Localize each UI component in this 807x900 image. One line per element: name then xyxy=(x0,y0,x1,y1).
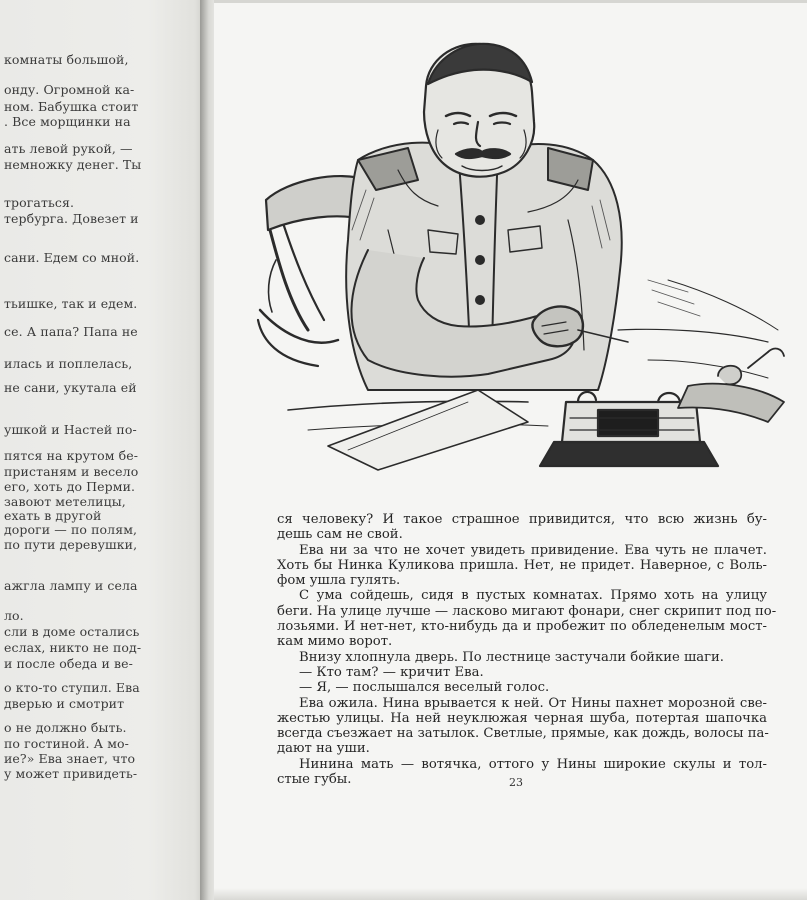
text-line: Ева ни за что не хочет увидеть привидение. Ева чуть не плачет. xyxy=(299,542,767,558)
left-page-text-line: дверью и смотрит xyxy=(4,696,125,711)
left-page-text-line: тьишке, так и едем. xyxy=(4,296,138,311)
left-page-text-line: ехать в другой xyxy=(4,508,102,523)
text-line: беги. На улице лучше — ласково мигают фонари, снег скрипит под по- xyxy=(277,603,777,619)
left-page-text-line: пристаням и весело xyxy=(4,464,139,479)
left-page-text-line: еслах, никто не под- xyxy=(4,640,142,655)
text-line: фом ушла гулять. xyxy=(277,573,401,589)
text-line: С ума сойдешь, сидя в пустых комнатах. Прямо хоть на улицу xyxy=(299,588,767,604)
left-page-text-line: тербурга. Довезет и xyxy=(4,211,139,226)
text-line: дают на уши. xyxy=(277,741,370,757)
text-line: стые губы. xyxy=(277,772,352,788)
left-page-text-line: по пути деревушки, xyxy=(4,537,138,552)
illustration-man-at-desk xyxy=(248,30,788,512)
left-page-text-line: трогаться. xyxy=(4,195,75,210)
text-line: — Кто там? — кричит Ева. xyxy=(299,664,484,680)
text-line: — Я, — послышался веселый голос. xyxy=(299,680,550,696)
left-page-text-line: и после обеда и ве- xyxy=(4,656,133,671)
left-page-text-line: сани. Едем со мной. xyxy=(4,250,140,265)
left-page-text-line: . Все морщинки на xyxy=(4,114,131,129)
text-line: Внизу хлопнула дверь. По лестнице застучали бойкие шаги. xyxy=(299,649,724,665)
left-page-text-line: немножку денег. Ты xyxy=(4,157,142,172)
text-line: ся человеку? И такое страшное привидится, что всю жизнь бу- xyxy=(277,512,767,527)
left-page-text-line: ажгла лампу и села xyxy=(4,578,138,593)
left-page-text-line: ном. Бабушка стоит xyxy=(4,99,139,114)
left-page-text-line: сли в доме остались xyxy=(4,624,140,639)
page-number: 23 xyxy=(509,776,523,789)
left-page-text-line: его, хоть до Перми. xyxy=(4,479,136,494)
left-page-text-line: завоют метелицы, xyxy=(4,494,126,509)
left-page-text-line: онду. Огромной ка- xyxy=(4,82,135,97)
text-line: жестью улицы. На ней неуклюжая черная шуба, потертая шапочка xyxy=(277,710,767,726)
left-page-text-line: о кто-то ступил. Ева xyxy=(4,680,140,695)
left-page-text-line: пятся на крутом бе- xyxy=(4,448,139,463)
main-text xyxy=(277,512,777,788)
left-page-text-line: у может привидеть- xyxy=(4,766,138,781)
page-bottom-edge xyxy=(214,888,807,900)
left-page-text-line: дороги — по полям, xyxy=(4,522,138,537)
text-line: дешь сам не свой. xyxy=(277,527,403,543)
text-line: кам мимо ворот. xyxy=(277,634,393,650)
left-page-text-line: ушкой и Настей по- xyxy=(4,422,137,437)
text-line: лозьями. И нет-нет, кто-нибудь да и пробежит по обледенелым мост- xyxy=(277,619,767,635)
text-line: Нинина мать — вотячка, оттого у Нины широкие скулы и тол- xyxy=(299,756,767,772)
left-page-text-line: илась и поплелась, xyxy=(4,356,133,371)
text-line: Ева ожила. Нина врывается к ней. От Нины пахнет морозной све- xyxy=(299,695,767,711)
left-page xyxy=(0,0,212,900)
text-line: всегда съезжает на затылок. Светлые, прямые, как дождь, волосы па- xyxy=(277,726,769,742)
left-page-text-line: се. А папа? Папа не xyxy=(4,324,138,339)
left-page-text-line: ие?» Ева знает, что xyxy=(4,751,136,766)
head xyxy=(424,44,534,177)
left-page-text-line: ло. xyxy=(4,608,24,623)
left-page-text-line: комнаты большой, xyxy=(4,52,129,67)
left-page-text-line: ать левой рукой, — xyxy=(4,141,133,156)
left-page-text-line: не сани, укутала ей xyxy=(4,380,137,395)
left-page-text-line: о не должно быть. xyxy=(4,720,127,735)
text-line: Хоть бы Нинка Куликова пришла. Нет, не придет. Наверное, с Воль- xyxy=(277,557,767,573)
left-page-text-line: по гостиной. А мо- xyxy=(4,736,129,751)
page-top-edge xyxy=(214,0,807,3)
